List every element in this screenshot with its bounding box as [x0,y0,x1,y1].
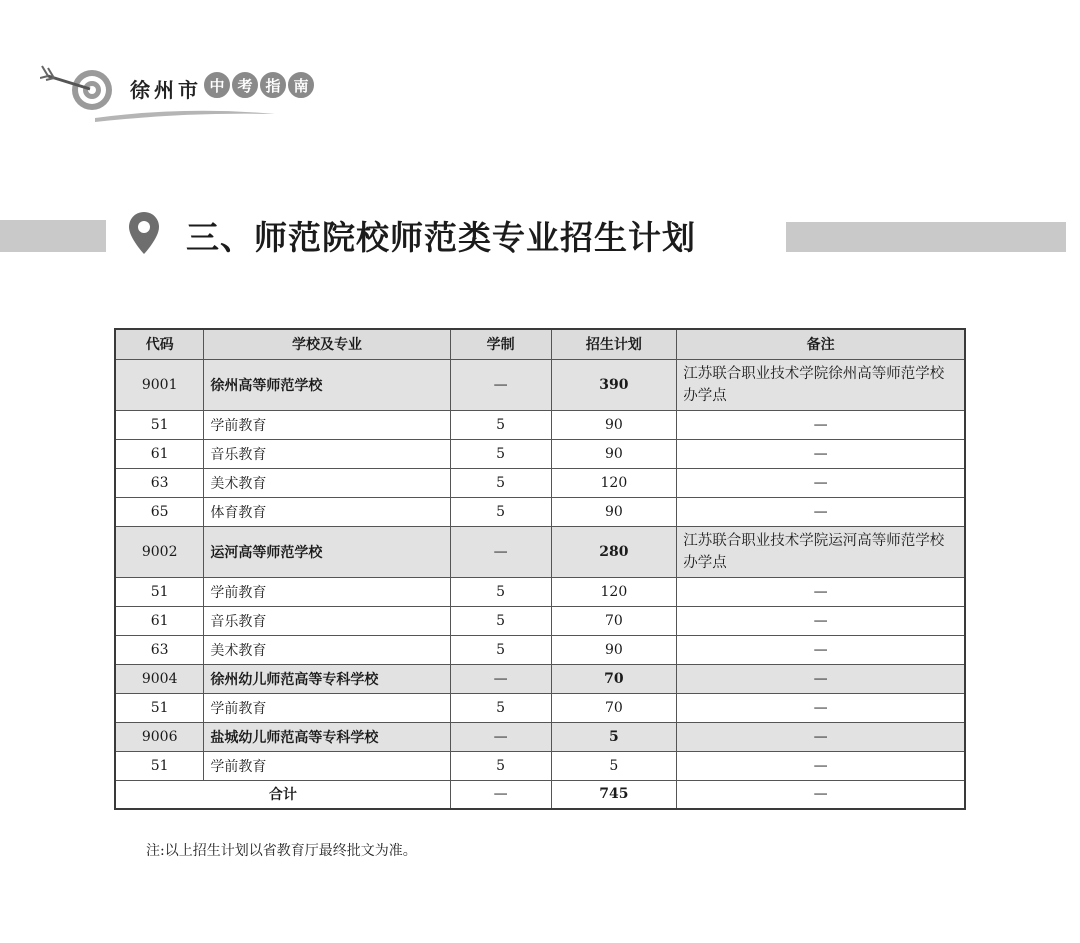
major-name-cell: 学前教育 [204,693,450,722]
code-cell: 9002 [115,526,204,577]
years-cell: — [450,780,551,809]
note-cell: — [677,780,965,809]
table-row [115,606,965,635]
total-row [115,780,965,809]
table-row [115,722,965,751]
years-cell: 5 [450,468,551,497]
plan-cell: 70 [551,693,677,722]
code-cell: 9001 [115,359,204,410]
note-cell: — [677,751,965,780]
guide-tag: 南 [286,70,316,100]
table-header-row [115,329,965,359]
table-row [115,468,965,497]
code-cell: 61 [115,439,204,468]
code-cell: 51 [115,410,204,439]
city-name: 徐州市 [130,78,202,102]
column-header: 学制 [450,329,551,359]
note-cell: — [677,577,965,606]
total-plan-cell: 745 [551,780,677,809]
table-row [115,664,965,693]
school-name-cell: 徐州高等师范学校 [204,359,450,410]
column-header: 学校及专业 [204,329,450,359]
code-cell: 51 [115,751,204,780]
plan-cell: 90 [551,497,677,526]
code-cell: 9004 [115,664,204,693]
plan-cell: 5 [551,751,677,780]
major-name-cell: 学前教育 [204,410,450,439]
table-row [115,497,965,526]
guide-tag: 中 [202,70,232,100]
major-name-cell: 学前教育 [204,577,450,606]
code-cell: 51 [115,577,204,606]
table-row [115,359,965,410]
plan-cell: 70 [551,606,677,635]
years-cell: 5 [450,635,551,664]
years-cell: 5 [450,439,551,468]
note-cell: — [677,468,965,497]
plan-cell: 120 [551,577,677,606]
school-name-cell: 盐城幼儿师范高等专科学校 [204,722,450,751]
table-row [115,693,965,722]
school-name-cell: 徐州幼儿师范高等专科学校 [204,664,450,693]
years-cell: 5 [450,410,551,439]
plan-cell: 390 [551,359,677,410]
major-name-cell: 体育教育 [204,497,450,526]
guide-tag: 指 [258,70,288,100]
school-name-cell: 运河高等师范学校 [204,526,450,577]
note-cell: 江苏联合职业技术学院运河高等师范学校办学点 [677,526,965,577]
plan-cell: 70 [551,664,677,693]
major-name-cell: 美术教育 [204,468,450,497]
note-cell: — [677,635,965,664]
years-cell: 5 [450,497,551,526]
plan-cell: 280 [551,526,677,577]
total-label-cell: 合计 [115,780,450,809]
plan-cell: 90 [551,439,677,468]
code-cell: 63 [115,468,204,497]
guide-tag: 考 [230,70,260,100]
code-cell: 61 [115,606,204,635]
table-row [115,439,965,468]
table-row [115,751,965,780]
note-cell: — [677,664,965,693]
swoosh-decoration-icon [95,104,275,124]
major-name-cell: 美术教育 [204,635,450,664]
note-cell: — [677,606,965,635]
guide-tags [202,70,314,100]
years-cell: — [450,722,551,751]
table-row [115,577,965,606]
section-title: 三、师范院校师范类专业招生计划 [186,218,696,257]
note-cell: — [677,410,965,439]
years-cell: — [450,526,551,577]
code-cell: 65 [115,497,204,526]
plan-cell: 5 [551,722,677,751]
footnote: 注:以上招生计划以省教育厅最终批文为准。 [146,843,417,859]
column-header: 备注 [677,329,965,359]
years-cell: — [450,359,551,410]
plan-cell: 90 [551,410,677,439]
code-cell: 9006 [115,722,204,751]
table-row [115,635,965,664]
location-pin-icon [126,210,162,258]
note-cell: — [677,693,965,722]
column-header: 招生计划 [551,329,677,359]
plan-cell: 90 [551,635,677,664]
years-cell: 5 [450,577,551,606]
table-row [115,526,965,577]
note-cell: — [677,497,965,526]
years-cell: 5 [450,606,551,635]
note-cell: 江苏联合职业技术学院徐州高等师范学校办学点 [677,359,965,410]
plan-cell: 120 [551,468,677,497]
years-cell: 5 [450,693,551,722]
years-cell: 5 [450,751,551,780]
note-cell: — [677,722,965,751]
enrollment-plan-table [114,328,966,810]
note-cell: — [677,439,965,468]
code-cell: 51 [115,693,204,722]
column-header: 代码 [115,329,204,359]
major-name-cell: 学前教育 [204,751,450,780]
years-cell: — [450,664,551,693]
brand-header [40,52,340,132]
major-name-cell: 音乐教育 [204,606,450,635]
title-bar-left [0,220,106,252]
title-bar-right [786,222,1066,252]
code-cell: 63 [115,635,204,664]
major-name-cell: 音乐教育 [204,439,450,468]
table-row [115,410,965,439]
